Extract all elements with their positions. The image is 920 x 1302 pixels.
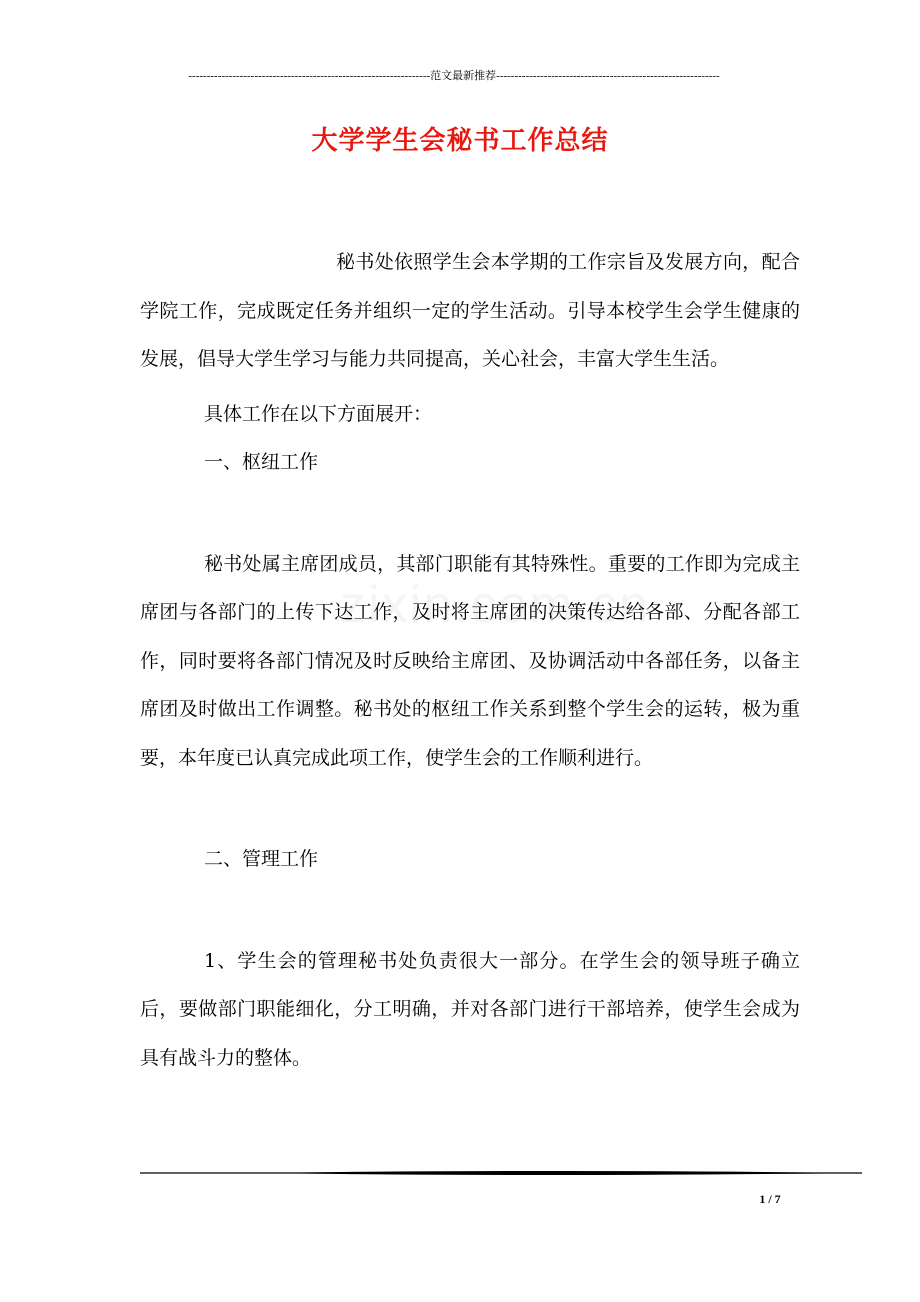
header-rule <box>140 66 768 86</box>
header-dashes-left: ------------------------------------------------------------------ <box>188 70 431 82</box>
document-title: 大学学生会秘书工作总结 <box>311 126 609 156</box>
footer-divider <box>140 1168 862 1178</box>
header-dashes-right: ------------------------------------------------------------- <box>496 70 720 82</box>
paragraph-overview: 具体工作在以下方面展开： <box>204 402 433 425</box>
page-number: 1 / 7 <box>759 1192 781 1206</box>
paragraph-management: 1、学生会的管理秘书处负责很大一部分。在学生会的领导班子确立后，要做部门职能细化，分工明确，并对各部门进行干部培养，使学生会成为具有战斗力的整体。 <box>140 949 800 1069</box>
header-label: 范文最新推荐 <box>430 70 497 82</box>
document-body <box>140 238 800 1082</box>
paragraph-hub: 秘书处属主席团成员，其部门职能有其特殊性。重要的工作即为完成主席团与各部门的上传下达工作，及时将主席团的决策传达给各部、分配各部工作，同时要将各部门情况及时反映给主席团、及协调活动中各部任务，以备主席团及时做出工作调整。秘书处的枢纽工作关系到整个学生会的运转，极为重要，本年度已认真完成此项工作，使学生会的工作顺利进行。 <box>140 552 800 769</box>
paragraph-intro: 秘书处依照学生会本学期的工作宗旨及发展方向，配合学院工作，完成既定任务并组织一定的学生活动。引导本校学生会学生健康的发展，倡导大学生学习与能力共同提高，关心社会，丰富大学生生活。 <box>140 251 800 370</box>
section-heading-hub: 一、枢纽工作 <box>204 451 319 473</box>
section-heading-management: 二、管理工作 <box>204 848 319 870</box>
